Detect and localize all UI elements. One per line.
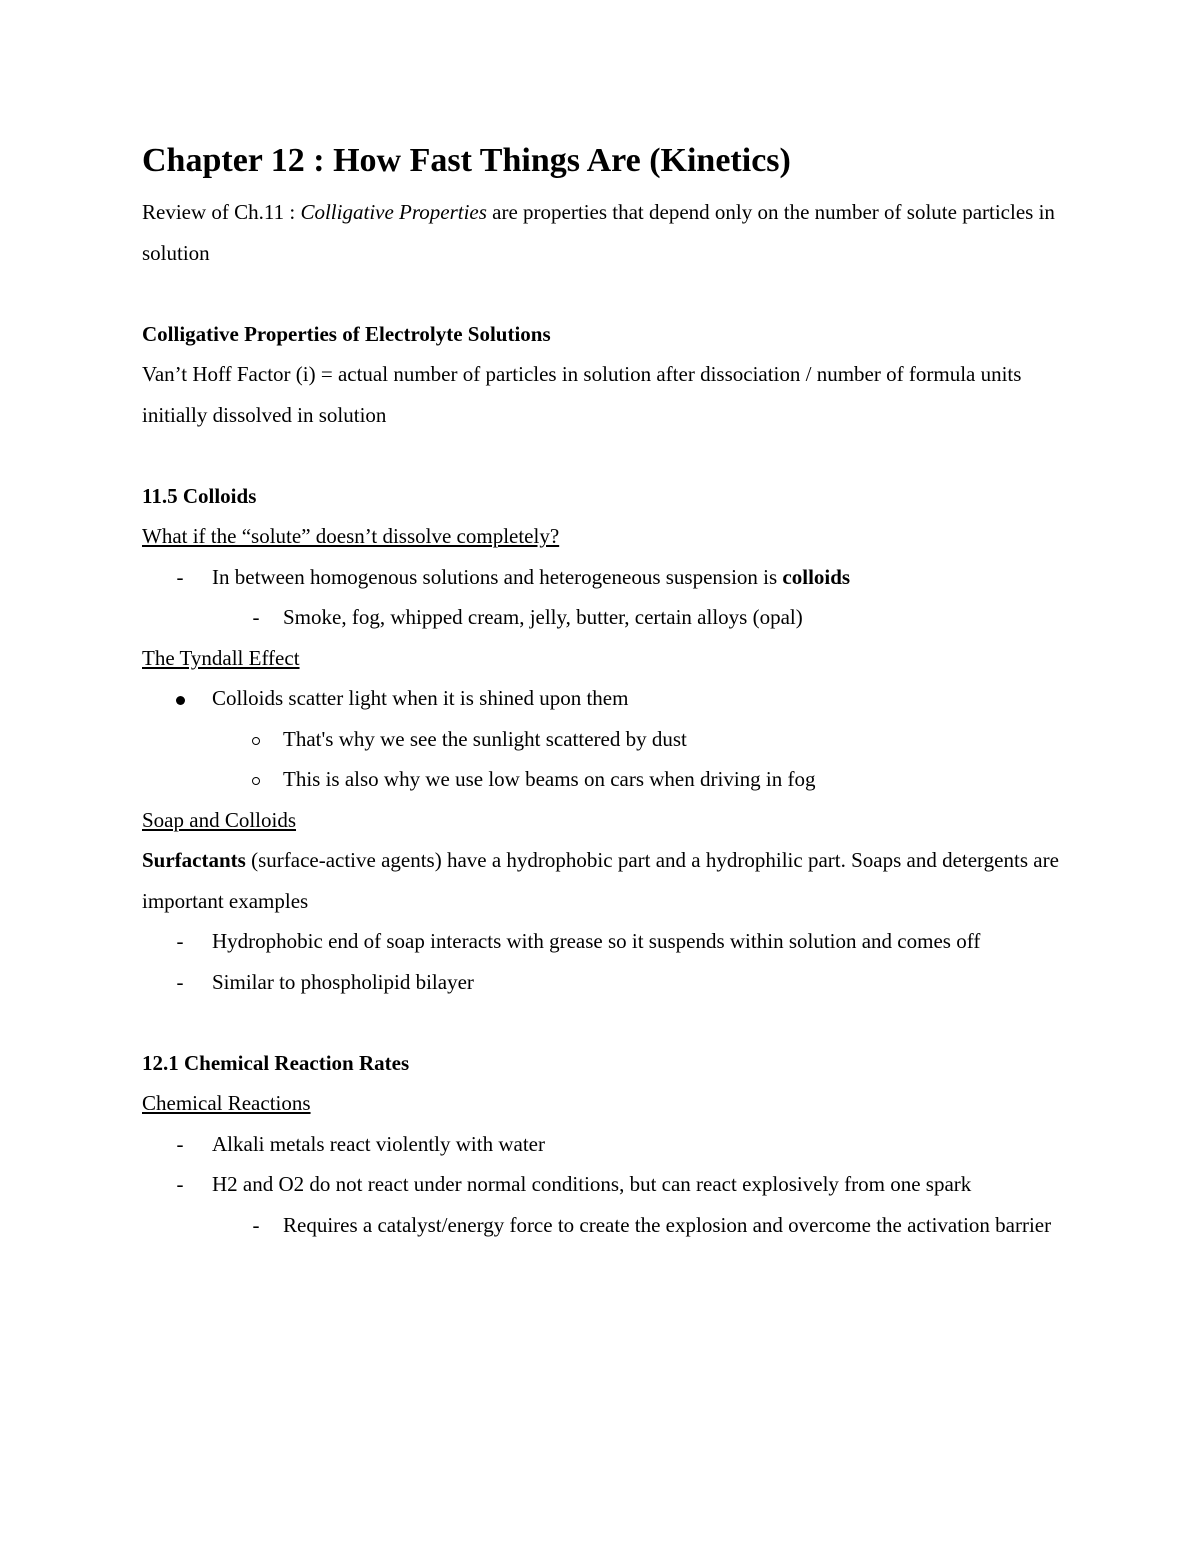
rates-heading: 12.1 Chemical Reaction Rates — [142, 1050, 410, 1075]
electrolyte-heading: Colligative Properties of Electrolyte Solutions — [142, 321, 551, 346]
list-item — [142, 962, 1062, 1003]
colloids-heading: 11.5 Colloids — [142, 483, 257, 508]
dash-marker: - — [176, 929, 184, 953]
document-page — [142, 138, 1062, 1245]
review-paragraph — [142, 192, 1062, 273]
hollow-bullet-icon — [246, 719, 266, 760]
list-item — [142, 678, 1062, 719]
list-item-text: Requires a catalyst/energy force to create the explosion and overcome the activation barrier — [283, 1212, 1052, 1237]
dash-marker: - — [252, 605, 260, 629]
list-item — [142, 597, 1062, 638]
vant-hoff-paragraph: Van’t Hoff Factor (i) = actual number of particles in solution after dissociation / number of formula units initially dissolved in solution — [142, 362, 1022, 427]
list-item-text: Similar to phospholipid bilayer — [212, 969, 474, 994]
list-item — [142, 759, 1062, 800]
list-item — [142, 719, 1062, 760]
soap-heading: Soap and Colloids — [142, 807, 297, 832]
list-item-text: This is also why we use low beams on cars when driving in fog — [283, 767, 816, 791]
tyndall-heading: The Tyndall Effect — [142, 645, 300, 670]
dash-marker: - — [176, 1131, 184, 1156]
page-title: Chapter 12 : How Fast Things Are (Kinetics) — [142, 142, 791, 179]
list-item-bold: colloids — [782, 564, 851, 589]
list-item-text: Hydrophobic end of soap interacts with grease so it suspends within solution and comes off — [212, 929, 981, 953]
chemical-reactions-heading: Chemical Reactions — [142, 1091, 311, 1115]
list-item — [142, 921, 1062, 962]
surfactants-paragraph — [142, 840, 1062, 921]
spacer — [142, 273, 1062, 314]
list-item — [142, 1205, 1062, 1246]
dash-marker: - — [176, 969, 184, 994]
dash-marker: - — [176, 564, 184, 589]
list-item — [142, 557, 1062, 598]
colloids-question: What if the “solute” doesn’t dissolve completely? — [142, 524, 560, 548]
surfactants-term: Surfactants — [142, 848, 246, 872]
list-item-text: In between homogenous solutions and heterogeneous suspension is — [212, 564, 783, 589]
review-prefix: Review of Ch.11 : — [142, 200, 301, 224]
dash-marker: - — [252, 1212, 260, 1237]
spacer — [142, 435, 1062, 476]
surfactants-text: (surface-active agents) have a hydrophobic part and a hydrophilic part. Soaps and detergents are important examples — [142, 848, 1059, 913]
list-item-text: Alkali metals react violently with water — [212, 1131, 545, 1156]
list-item — [142, 1124, 1062, 1165]
list-item-text: Colloids scatter light when it is shined upon them — [212, 686, 629, 710]
dash-marker: - — [176, 1172, 184, 1196]
list-item-text: That's why we see the sunlight scattered by dust — [283, 726, 687, 751]
spacer — [142, 1002, 1062, 1043]
list-item — [142, 1164, 1062, 1205]
list-item-text: H2 and O2 do not react under normal conditions, but can react explosively from one spark — [212, 1172, 972, 1196]
hollow-bullet-icon — [246, 759, 266, 800]
bullet-icon — [170, 678, 190, 719]
list-item-text: Smoke, fog, whipped cream, jelly, butter, certain alloys (opal) — [283, 605, 803, 629]
review-rest: are properties that depend only on the number of solute particles in solution — [142, 200, 1055, 265]
review-term: Colligative Properties — [300, 200, 487, 224]
